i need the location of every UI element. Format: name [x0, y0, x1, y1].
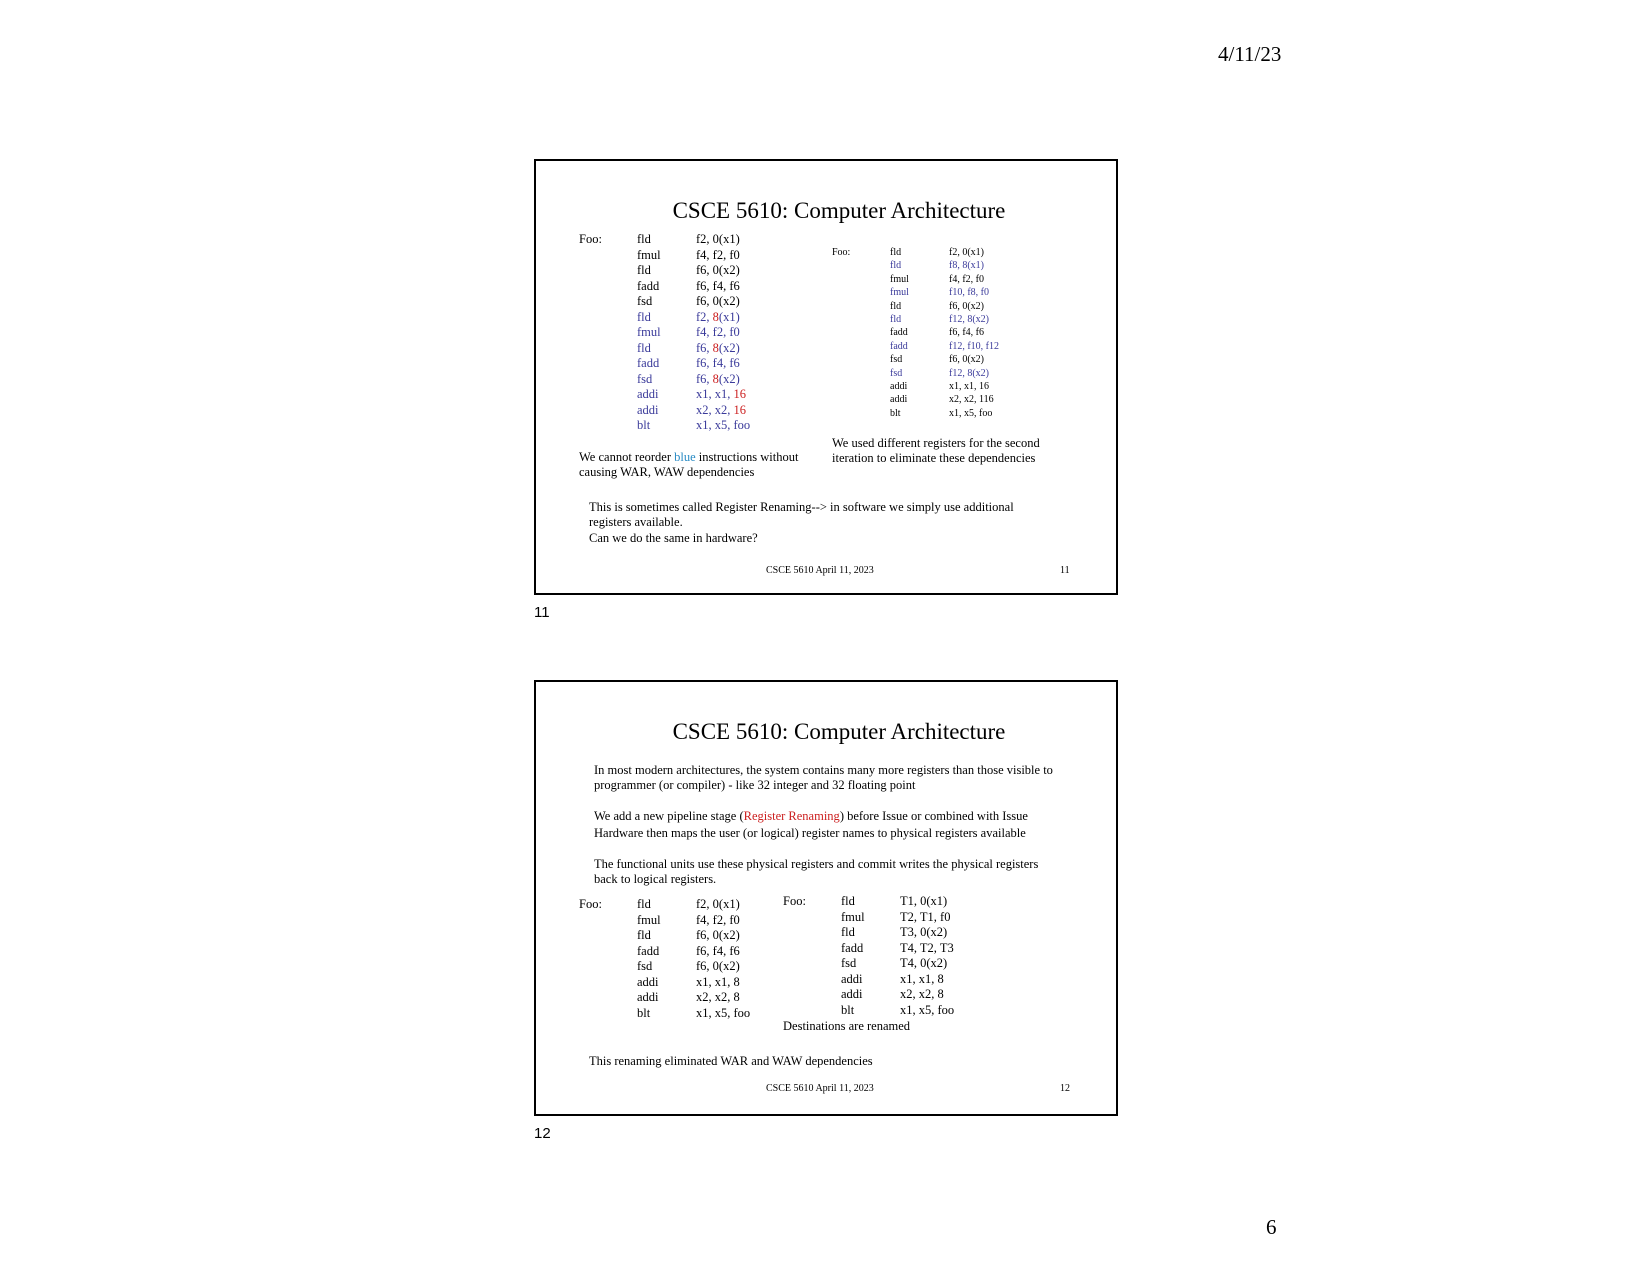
- code-line: [890, 340, 999, 353]
- instruction-opcode: fld: [890, 313, 902, 325]
- instruction-operands: f2, 8(x1): [696, 309, 740, 324]
- instruction-operands: x1, x5, foo: [900, 1002, 955, 1017]
- instruction-opcode: fadd: [890, 340, 908, 352]
- code-line: [637, 990, 750, 1006]
- slide-label: 12: [534, 1125, 551, 1142]
- code-line: [890, 273, 999, 286]
- code-line: [890, 246, 999, 259]
- instruction-opcode: fsd: [890, 354, 903, 366]
- instruction-opcode: fld: [841, 925, 855, 939]
- code-line: [637, 387, 750, 403]
- instruction-opcode: addi: [841, 987, 863, 1001]
- instruction-opcode: blt: [637, 1005, 651, 1020]
- instruction-opcode: fld: [637, 340, 651, 355]
- instruction-opcode: addi: [890, 394, 908, 406]
- code-label: Foo:: [579, 232, 602, 246]
- code-label: Foo:: [783, 894, 806, 908]
- instruction-operands: f8, 8(x1): [949, 260, 984, 272]
- code-line: [637, 232, 750, 248]
- instruction-opcode: fmul: [890, 287, 909, 299]
- instruction-opcode: fadd: [637, 943, 660, 958]
- instruction-operands: f6, 0(x2): [696, 263, 740, 277]
- paragraph-3: The functional units use these physical registers and commit writes the physical registers back to logical registers.: [594, 857, 1039, 886]
- paragraph-1: In most modern architectures, the system contains many more registers than those visible to programmer (or compiler) - like 32 integer and 32 floating point: [594, 763, 1053, 792]
- code-line: [637, 403, 750, 419]
- code-listing-original: [579, 232, 750, 434]
- instruction-operands: T2, T1, f0: [900, 909, 951, 924]
- instruction-operands: f2, 0(x1): [949, 247, 984, 258]
- note-bottom: This renaming eliminated WAR and WAW dependencies: [589, 1054, 873, 1068]
- instruction-opcode: addi: [637, 974, 659, 989]
- instruction-opcode: fld: [890, 247, 902, 258]
- instruction-operands: f6, f4, f6: [696, 356, 740, 370]
- instruction-operands: x2, x2, 8: [900, 987, 944, 1001]
- instruction-opcode: fadd: [637, 278, 660, 293]
- instruction-opcode: addi: [637, 402, 659, 417]
- instruction-operands: f12, f10, f12: [949, 340, 999, 352]
- instruction-opcode: addi: [637, 990, 659, 1004]
- instruction-opcode: fmul: [841, 909, 865, 924]
- instruction-opcode: fmul: [637, 912, 661, 927]
- instruction-opcode: fld: [637, 309, 651, 324]
- code-line: [637, 418, 750, 434]
- slide-title: CSCE 5610: Computer Architecture: [672, 198, 1006, 223]
- instruction-operands: T3, 0(x2): [900, 925, 948, 939]
- instruction-opcode: fld: [637, 928, 651, 942]
- instruction-operands: f6, 0(x2): [696, 928, 740, 942]
- instruction-opcode: blt: [841, 1002, 855, 1017]
- instruction-opcode: fadd: [890, 327, 908, 339]
- slide-title: CSCE 5610: Computer Architecture: [672, 719, 1006, 744]
- code-line: [637, 1006, 750, 1022]
- code-label: Foo:: [832, 247, 851, 258]
- instruction-operands: x1, x1, 16: [696, 387, 746, 401]
- note-bottom-2: Can we do the same in hardware?: [589, 531, 758, 545]
- instruction-operands: x1, x5, foo: [696, 1005, 751, 1020]
- code-line: [637, 310, 750, 326]
- instruction-opcode: fadd: [841, 940, 864, 955]
- code-line: [637, 975, 750, 991]
- instruction-opcode: fld: [637, 232, 651, 246]
- instruction-operands: T4, 0(x2): [900, 956, 948, 970]
- instruction-operands: T1, 0(x1): [900, 894, 948, 908]
- slide-footer: CSCE 5610 April 11, 2023: [766, 565, 874, 576]
- instruction-operands: f6, 8(x2): [696, 340, 740, 355]
- instruction-operands: f6, 0(x2): [949, 354, 984, 366]
- slide-number: 12: [1060, 1083, 1070, 1094]
- instruction-operands: f12, 8(x2): [949, 367, 989, 379]
- instruction-operands: f10, f8, f0: [949, 287, 989, 299]
- instruction-opcode: fsd: [637, 959, 653, 973]
- instruction-operands: f6, f4, f6: [949, 327, 984, 339]
- instruction-opcode: fld: [841, 894, 855, 908]
- code-line: [637, 263, 750, 279]
- instruction-operands: f6, 0(x2): [696, 294, 740, 308]
- code-line: [637, 279, 750, 295]
- renamed-caption: Destinations are renamed: [783, 1019, 911, 1033]
- instruction-opcode: fld: [890, 300, 902, 312]
- code-line: [841, 1003, 954, 1019]
- code-line: [841, 894, 954, 910]
- code-line: [841, 910, 954, 926]
- code-line: [890, 407, 999, 420]
- instruction-opcode: fmul: [637, 325, 661, 339]
- instruction-operands: x1, x1, 8: [900, 971, 944, 986]
- note-bottom-1: This is sometimes called Register Renaming--> in software we simply use additional registers available.: [589, 500, 1014, 529]
- instruction-operands: x1, x5, foo: [949, 407, 993, 419]
- instruction-opcode: addi: [637, 387, 659, 401]
- code-line: [890, 313, 999, 326]
- instruction-opcode: fsd: [841, 956, 857, 970]
- code-line: [637, 248, 750, 264]
- instruction-operands: f6, 8(x2): [696, 371, 740, 386]
- code-line: [841, 941, 954, 957]
- code-line: [841, 972, 954, 988]
- instruction-operands: x1, x5, foo: [696, 418, 751, 432]
- code-line: [637, 356, 750, 372]
- instruction-operands: f2, 0(x1): [696, 232, 740, 246]
- instruction-operands: f4, f2, f0: [696, 912, 740, 927]
- code-line: [637, 959, 750, 975]
- note-left: [579, 450, 819, 479]
- instruction-opcode: fsd: [637, 371, 653, 386]
- code-listing-logical: [579, 897, 750, 1021]
- code-listing-unrolled: [832, 246, 999, 420]
- instruction-operands: f12, 8(x2): [949, 313, 989, 325]
- instruction-operands: f6, f4, f6: [696, 278, 740, 293]
- instruction-opcode: fsd: [890, 367, 903, 379]
- instruction-opcode: fld: [637, 263, 651, 277]
- instruction-opcode: fmul: [637, 247, 661, 262]
- instruction-opcode: addi: [890, 380, 908, 392]
- para-highlight: Register Renaming: [743, 809, 840, 823]
- instruction-opcode: addi: [841, 971, 863, 986]
- code-line: [890, 300, 999, 313]
- page-number: 6: [1266, 1215, 1277, 1239]
- instruction-opcode: blt: [890, 407, 901, 419]
- instruction-opcode: fld: [637, 897, 651, 911]
- instruction-operands: x1, x1, 16: [949, 380, 989, 392]
- slide-number: 11: [1060, 565, 1070, 576]
- instruction-opcode: blt: [637, 418, 651, 432]
- para-text: ) before Issue or combined with Issue: [839, 809, 1028, 823]
- code-label: Foo:: [579, 897, 602, 911]
- para-text: Hardware then maps the user (or logical) register names to physical registers available: [594, 825, 1026, 840]
- code-line: [637, 325, 750, 341]
- paragraph-2: [594, 809, 1074, 840]
- instruction-operands: f6, f4, f6: [696, 943, 740, 958]
- instruction-opcode: fadd: [637, 356, 660, 370]
- instruction-operands: f6, 0(x2): [696, 959, 740, 973]
- instruction-operands: x2, x2, 8: [696, 990, 740, 1004]
- code-line: [890, 326, 999, 339]
- code-line: [890, 353, 999, 366]
- code-line: [637, 913, 750, 929]
- note-right: We used different registers for the second iteration to eliminate these dependencies: [832, 436, 1040, 465]
- instruction-operands: x1, x1, 8: [696, 974, 740, 989]
- instruction-operands: f4, f2, f0: [696, 247, 740, 262]
- page-date: 4/11/23: [1218, 42, 1282, 66]
- instruction-operands: T4, T2, T3: [900, 940, 954, 955]
- code-line: [841, 956, 954, 972]
- code-line: [890, 286, 999, 299]
- note-text: We cannot reorder: [579, 450, 675, 464]
- note-highlight: blue: [674, 450, 696, 464]
- code-listing-renamed: [783, 894, 954, 1018]
- code-line: [637, 341, 750, 357]
- slide-12: [534, 680, 1118, 1116]
- instruction-operands: f6, 0(x2): [949, 300, 984, 312]
- note-text: instructions without causing WAR, WAW dependencies: [579, 450, 799, 479]
- code-line: [890, 380, 999, 393]
- code-line: [841, 987, 954, 1003]
- instruction-operands: f4, f2, f0: [949, 273, 984, 285]
- code-line: [637, 897, 750, 913]
- code-line: [841, 925, 954, 941]
- instruction-operands: f2, 0(x1): [696, 897, 740, 911]
- code-line: [637, 928, 750, 944]
- para-text: We add a new pipeline stage (: [594, 809, 744, 823]
- code-line: [637, 944, 750, 960]
- instruction-opcode: fmul: [890, 273, 909, 285]
- slide-label: 11: [534, 604, 550, 621]
- instruction-opcode: fsd: [637, 294, 653, 308]
- code-line: [637, 372, 750, 388]
- slide-11: [534, 159, 1118, 595]
- code-line: [890, 259, 999, 272]
- instruction-operands: x2, x2, 116: [949, 394, 994, 406]
- slide-footer: CSCE 5610 April 11, 2023: [766, 1083, 874, 1094]
- instruction-operands: x2, x2, 16: [696, 402, 746, 417]
- instruction-opcode: fld: [890, 260, 902, 272]
- code-line: [637, 294, 750, 310]
- code-line: [890, 393, 999, 406]
- instruction-operands: f4, f2, f0: [696, 325, 740, 339]
- code-line: [890, 367, 999, 380]
